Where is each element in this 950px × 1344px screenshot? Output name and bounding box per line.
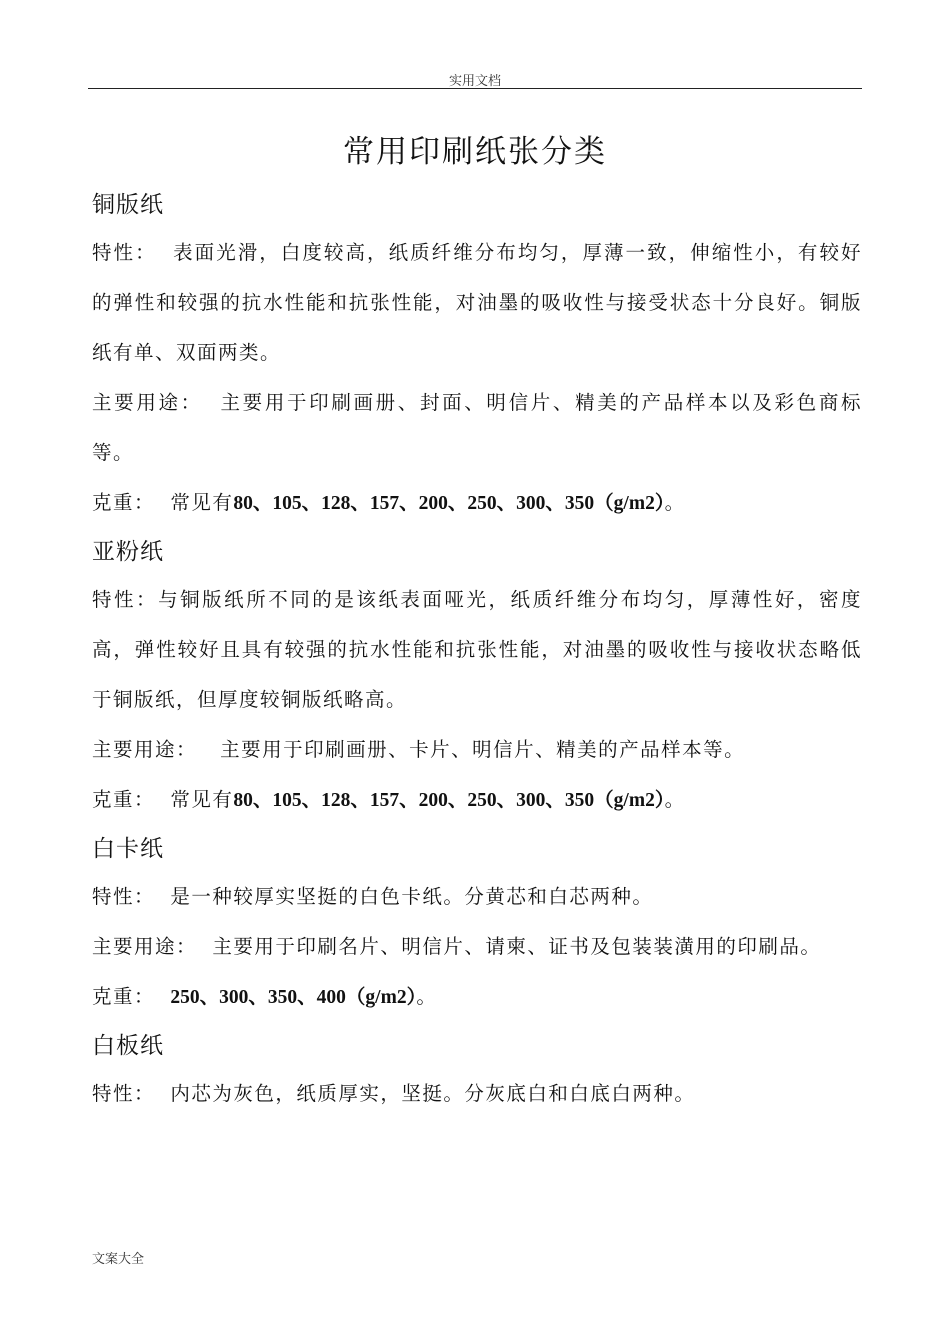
section-coated-paper xyxy=(92,182,862,529)
property-paragraph xyxy=(92,575,862,725)
field-text: 是一种较厚实坚挺的白色卡纸。分黄芯和白芯两种。 xyxy=(170,885,654,908)
field-label: 克重： xyxy=(92,985,171,1008)
page-title: 常用印刷纸张分类 xyxy=(343,134,607,170)
field-label: 主要用途： xyxy=(92,738,221,761)
field-text: 常见有 xyxy=(170,788,234,811)
section-heading: 铜版纸 xyxy=(92,192,164,218)
field-text: 与铜版纸所不同的是该纸表面哑光，纸质纤维分布均匀，厚薄性好，密度高，弹性较好且具有较强的抗水性能和抗张性能，对油墨的吸收性与接收状态略低于铜版纸，但厚度较铜版纸略高。 xyxy=(92,588,862,711)
field-label: 特性： xyxy=(92,1082,171,1105)
field-label: 主要用途： xyxy=(92,935,213,958)
document-body xyxy=(92,182,862,1119)
property-paragraph xyxy=(92,228,862,378)
property-paragraph xyxy=(92,872,862,922)
field-text: 表面光滑，白度较高，纸质纤维分布均匀，厚薄一致，伸缩性小，有较好的弹性和较强的抗水性能和抗张性能，对油墨的吸收性与接受状态十分良好。铜版纸有单、双面两类。 xyxy=(92,241,862,364)
field-suffix: 。 xyxy=(416,985,438,1008)
field-text: 内芯为灰色，纸质厚实，坚挺。分灰底白和白底白两种。 xyxy=(170,1082,696,1105)
field-label: 主要用途： xyxy=(92,391,221,414)
usage-paragraph xyxy=(92,922,862,972)
weight-values: 250、300、350、400（g/m2） xyxy=(170,987,417,1008)
weight-paragraph xyxy=(92,775,862,826)
field-label: 特性： xyxy=(92,885,171,908)
page-header: 实用文档 xyxy=(448,74,501,89)
field-text: 常见有 xyxy=(170,491,234,514)
weight-paragraph xyxy=(92,478,862,529)
field-label: 克重： xyxy=(92,491,171,514)
section-white-card xyxy=(92,826,862,1023)
section-heading: 白卡纸 xyxy=(92,836,164,862)
field-text: 主要用于印刷名片、明信片、请柬、证书及包装装潢用的印刷品。 xyxy=(212,935,822,958)
section-heading: 白板纸 xyxy=(92,1033,164,1059)
field-label: 特性： xyxy=(92,241,174,264)
usage-paragraph xyxy=(92,378,862,478)
section-heading: 亚粉纸 xyxy=(92,539,164,565)
usage-paragraph xyxy=(92,725,862,775)
field-text: 主要用于印刷画册、封面、明信片、精美的产品样本以及彩色商标等。 xyxy=(92,391,862,464)
page-footer: 文案大全 xyxy=(92,1252,145,1267)
weight-values: 80、105、128、157、200、250、300、350（g/m2） xyxy=(233,790,665,811)
field-text: 主要用于印刷画册、卡片、明信片、精美的产品样本等。 xyxy=(220,738,746,761)
weight-paragraph xyxy=(92,972,862,1023)
weight-values: 80、105、128、157、200、250、300、350（g/m2） xyxy=(233,493,665,514)
field-label: 克重： xyxy=(92,788,171,811)
section-matte-paper xyxy=(92,529,862,826)
property-paragraph xyxy=(92,1069,862,1119)
field-label: 特性： xyxy=(92,588,159,611)
section-white-board xyxy=(92,1023,862,1119)
header-divider xyxy=(88,88,862,89)
field-suffix: 。 xyxy=(664,491,686,514)
field-suffix: 。 xyxy=(664,788,686,811)
